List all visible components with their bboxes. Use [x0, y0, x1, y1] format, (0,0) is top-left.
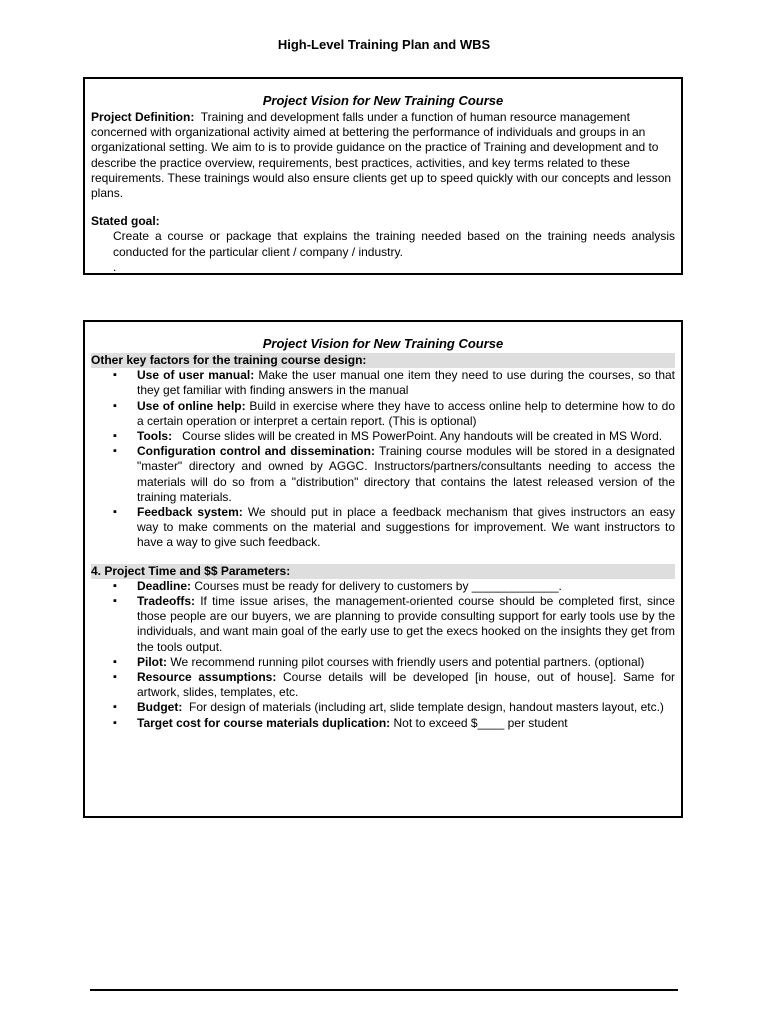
- box-heading: Project Vision for New Training Course: [262, 336, 504, 351]
- time-parameters-heading: 4. Project Time and $$ Parameters:: [91, 564, 675, 579]
- item-text: Build in exercise where they have to access online help to determine how to do a certain operation or interpret a certain report. (This is optional): [137, 398, 675, 428]
- item-text: Training course modules will be stored in a designated "master" directory and owned by AGGC. Instructors/partners/consultants needing to access the materials will do so from a "distribution" directory that contains the latest released version of the training materials.: [137, 444, 675, 504]
- item-label: Deadline:: [137, 578, 192, 593]
- item-label: Budget:: [137, 700, 183, 715]
- project-definition: [91, 110, 675, 201]
- item-text: If time issue arises, the management-oriented course should be completed first, since those people are our buyers, we are planning to provide consulting support for early tools use by the individuals, and want main goal of the early use to get the execs hooked on the insights they get from the tools output.: [137, 594, 675, 654]
- key-factors-box: [83, 320, 683, 818]
- item-label: Pilot:: [137, 654, 167, 669]
- list-item: [91, 505, 675, 551]
- item-text: We should put in place a feedback mechanism that gives instructors an easy way to make comments on the material and suggestions for improvement. We want instructors to have a way to give such feedback.: [137, 505, 675, 550]
- list-item: [91, 700, 675, 715]
- goal-text: Create a course or package that explains the training needed based on the training needs analysis conducted for the particular client / company / industry.: [113, 229, 675, 259]
- item-text: For design of materials (including art, slide template design, handout masters layout, etc.): [189, 700, 664, 715]
- item-label: Tradeoffs:: [137, 594, 196, 609]
- factors-list: [91, 368, 675, 550]
- item-text: Make the user manual one item they need to use during the courses, so that they get familiar with finding answers in the manual: [137, 368, 675, 398]
- list-item: [91, 716, 675, 731]
- list-item: [91, 429, 675, 444]
- item-text: Course slides will be created in MS PowerPoint. Any handouts will be created in MS Word.: [182, 429, 663, 444]
- project-definition-box: [83, 77, 683, 275]
- item-text: Not to exceed $____ per student: [393, 715, 568, 730]
- factors-heading: Other key factors for the training course design:: [91, 353, 675, 368]
- item-text: Course details will be developed [in house, out of house]. Same for artwork, slides, templates, etc.: [137, 670, 675, 700]
- item-text: Courses must be ready for delivery to customers by _____________.: [194, 578, 562, 593]
- footer-divider: [90, 989, 678, 991]
- page-title: High-Level Training Plan and WBS: [277, 37, 491, 52]
- list-item: [91, 368, 675, 398]
- goal-label: Stated goal:: [91, 214, 160, 229]
- list-item: [91, 444, 675, 505]
- item-label: Configuration control and dissemination:: [137, 444, 375, 459]
- time-parameters-list: [91, 579, 675, 731]
- definition-label: Project Definition:: [91, 110, 195, 124]
- list-item: [91, 594, 675, 655]
- item-label: Target cost for course materials duplication:: [137, 715, 391, 730]
- list-item: [91, 579, 675, 594]
- trailing-period: .: [113, 259, 117, 274]
- item-label: Tools:: [137, 429, 173, 444]
- definition-text: Training and development falls under a function of human resource management concerned with organizational activity aimed at bettering the performance of individuals and groups in an organizational setting. We aim to is to provide guidance on the practice of Training and development and to describe the practice overview, requirements, best practices, activities, and key terms related to these requirements. These trainings would also ensure clients get up to speed quickly with our concepts and lesson plans.: [91, 110, 672, 201]
- item-label: Feedback system:: [137, 505, 243, 520]
- item-text: We recommend running pilot courses with friendly users and potential partners. (optional): [170, 654, 645, 669]
- box-heading: Project Vision for New Training Course: [262, 93, 504, 108]
- list-item: [91, 399, 675, 429]
- list-item: [91, 655, 675, 670]
- item-label: Use of online help:: [137, 398, 246, 413]
- item-label: Resource assumptions:: [137, 670, 277, 685]
- list-item: [91, 670, 675, 700]
- item-label: Use of user manual:: [137, 368, 255, 383]
